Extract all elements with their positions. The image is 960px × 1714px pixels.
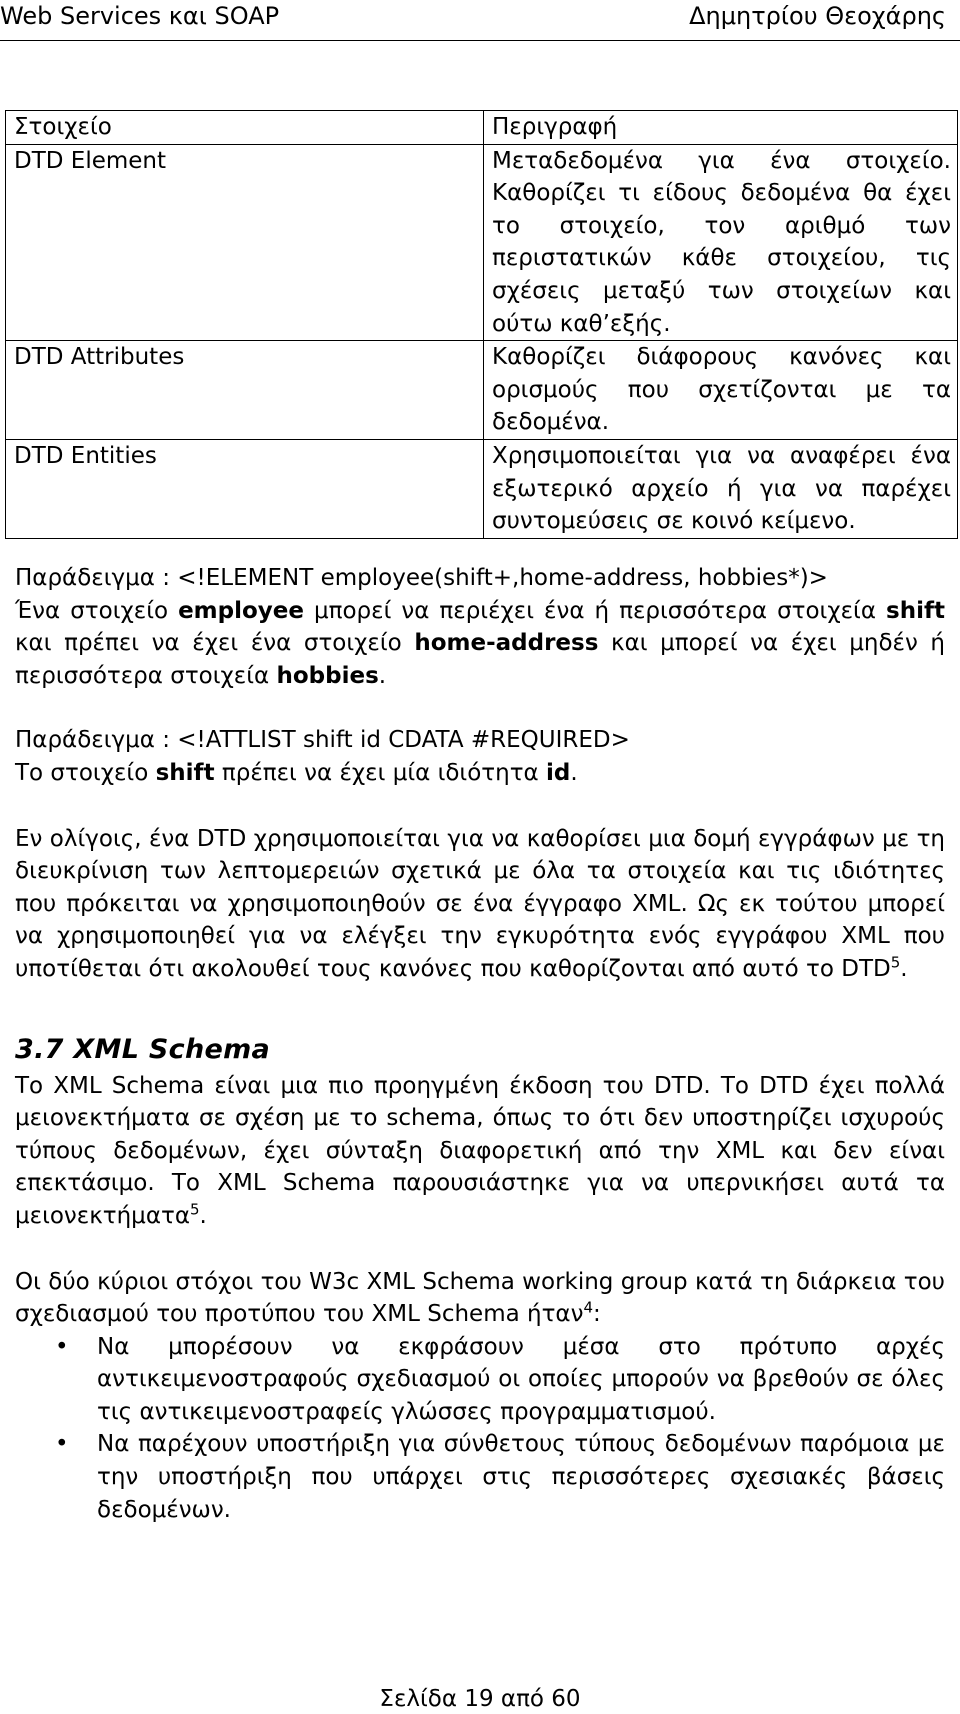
document-body — [15, 562, 945, 1526]
table-header-cell: Περιγραφή — [484, 111, 958, 145]
table-row — [6, 341, 958, 440]
footnote-ref: 5 — [189, 1200, 200, 1219]
footnote-ref: 5 — [890, 953, 901, 972]
example-attlist-explanation: Το στοιχείο shift πρέπει να έχει μία ιδιότητα id. — [15, 759, 578, 786]
example-attlist-line: Παράδειγμα : <!ATTLIST shift id CDATA #REQUIRED> — [15, 727, 630, 754]
table-cell-description: Μεταδεδομένα για ένα στοιχείο. Καθορίζει τι είδους δεδομένα θα έχει το στοιχείο, τον αριθμό των περιστατικών κάθε στοιχείου, τις σχέσεις μεταξύ των στοιχείων και ούτω καθ’εξής. — [484, 144, 958, 341]
header-author: Δημητρίου Θεοχάρης — [689, 2, 946, 30]
table-header-row — [6, 111, 958, 145]
example-element-line: Παράδειγμα : <!ELEMENT employee(shift+,home-address, hobbies*)> — [15, 565, 828, 591]
example-element-explanation: Ένα στοιχείο employee μπορεί να περιέχει ένα ή περισσότερα στοιχεία shift και πρέπει να έχει ένα στοιχείο home-address και μπορεί να έχει μηδέν ή περισσότερα στοιχεία hobbies. — [15, 597, 946, 689]
table-cell-description: Καθορίζει διάφορους κανόνες και ορισμούς που σχετίζονται με τα δεδομένα. — [484, 341, 958, 440]
table-cell-term: DTD Element — [6, 144, 484, 341]
page-header — [0, 0, 960, 41]
table-cell-description: Χρησιμοποιείται για να αναφέρει ένα εξωτερικό αρχείο ή για να παρέχει συντομεύσεις σε κοινό κείμενο. — [484, 439, 958, 538]
list-item: • Να μπορέσουν να εκφράσουν μέσα στο πρότυπο αρχές αντικειμενοστραφούς σχεδιασμού οι οποίες μπορούν να βρεθούν σε όλες τις αντικειμενοστραφείς γλώσσες προγραμματισμού. — [15, 1331, 945, 1429]
schema-intro-paragraph: Το XML Schema είναι μια πιο προηγμένη έκδοση του DTD. Το DTD έχει πολλά μειονεκτήματα σε σχέση με το schema, όπως το ότι δεν υποστηρίζει ισχυρούς τύπους δεδομένων, έχει σύνταξη διαφορετική από την XML και δεν είναι επεκτάσιμο. Το XML Schema παρουσιάστηκε για να υπερνικήσει αυτά τα μειονεκτήματα$^5$. — [15, 1072, 945, 1229]
table-cell-term: DTD Attributes — [6, 341, 484, 440]
goals-list — [15, 1331, 945, 1527]
schema-goals-paragraph: Οι δύο κύριοι στόχοι του W3c XML Schema working group κατά τη διάρκεια του σχεδιασμού του προτύπου του XML Schema ήταν$^4$: — [15, 1268, 945, 1328]
header-title: Web Services και SOAP — [0, 2, 280, 30]
table-row — [6, 439, 958, 538]
dtd-components-table — [5, 110, 958, 539]
bullet-icon: • — [55, 1333, 69, 1360]
section-heading: 3.7 XML Schema — [15, 1033, 271, 1065]
table-row — [6, 144, 958, 341]
dtd-summary-paragraph: Εν ολίγοις, ένα DTD χρησιμοποιείται για να καθορίσει μια δομή εγγράφων με τη διευκρίνιση των λεπτομερειών σχετικά με όλα τα στοιχεία και τις ιδιότητες που πρόκειται να χρησιμοποιηθούν σε ένα έγγραφο XML. Ως εκ τούτου μπορεί να χρησιμοποιηθεί για να ελέγξει την εγκυρότητα ενός εγγράφου XML που υποτίθεται ότι ακολουθεί τους κανόνες που καθορίζονται από αυτό το DTD$^5$. — [15, 825, 945, 982]
footnote-ref: 4 — [583, 1298, 593, 1317]
table-header-cell: Στοιχείο — [6, 111, 484, 145]
list-item: • Να παρέχουν υποστήριξη για σύνθετους τύπους δεδομένων παρόμοια με την υποστήριξη που υπάρχει στις περισσότερες σχεσιακές βάσεις δεδομένων. — [15, 1428, 945, 1526]
bullet-icon: • — [55, 1431, 69, 1458]
page-number: Σελίδα 19 από 60 — [379, 1686, 581, 1712]
table-cell-term: DTD Entities — [6, 439, 484, 538]
